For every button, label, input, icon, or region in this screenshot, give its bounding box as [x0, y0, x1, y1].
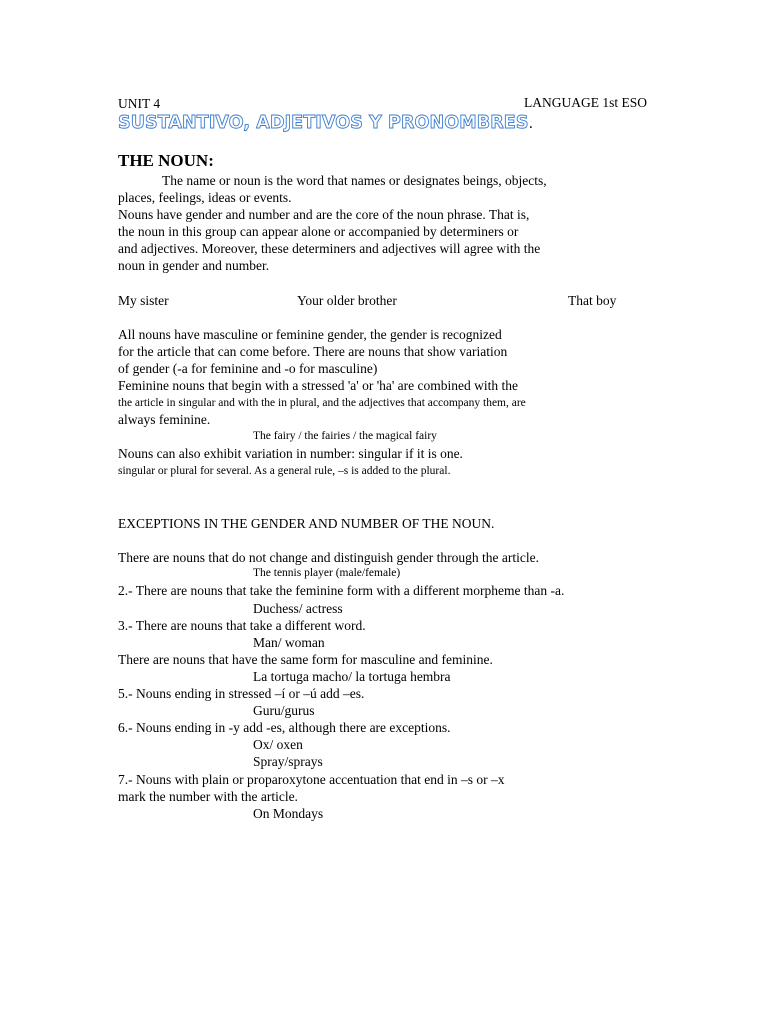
- exception-example: Duchess/ actress: [253, 601, 343, 616]
- intro-line: noun in gender and number.: [118, 258, 270, 273]
- document-title: [118, 113, 533, 133]
- exception-line: 7.- Nouns with plain or proparoxytone accentuation that end in –s or –x: [118, 772, 505, 787]
- exception-example: Ox/ oxen: [253, 737, 303, 752]
- intro-line: The name or noun is the word that names or designates beings, objects,: [162, 173, 547, 188]
- gender-example: The fairy / the fairies / the magical fairy: [253, 430, 437, 442]
- intro-line: Nouns have gender and number and are the core of the noun phrase. That is,: [118, 207, 530, 222]
- example-that-boy: That boy: [568, 293, 617, 308]
- exception-line: 2.- There are nouns that take the feminine form with a different morpheme than -a.: [118, 583, 565, 598]
- exception-line: 6.- Nouns ending in -y add -es, although there are exceptions.: [118, 720, 451, 735]
- number-line: singular or plural for several. As a general rule, –s is added to the plural.: [118, 465, 451, 477]
- exception-line: There are nouns that do not change and distinguish gender through the article.: [118, 550, 539, 565]
- gender-line: of gender (-a for feminine and -o for masculine): [118, 361, 378, 376]
- exception-line: There are nouns that have the same form for masculine and feminine.: [118, 652, 493, 667]
- section-heading-noun: THE NOUN:: [118, 151, 214, 170]
- exception-line: mark the number with the article.: [118, 789, 298, 804]
- gender-line: always feminine.: [118, 412, 211, 427]
- course-label: LANGUAGE 1st ESO: [524, 95, 647, 110]
- exception-example: On Mondays: [253, 806, 324, 821]
- example-older-brother: Your older brother: [297, 293, 397, 308]
- document-title-suffix: .: [528, 116, 534, 132]
- document-title-text: SUSTANTIVO, ADJETIVOS Y PRONOMBRES: [118, 113, 529, 133]
- exception-line: 3.- There are nouns that take a different word.: [118, 618, 366, 633]
- example-my-sister: My sister: [118, 293, 169, 308]
- exception-example: Spray/sprays: [253, 754, 323, 769]
- gender-line: the article in singular and with the in plural, and the adjectives that accompany them, are: [118, 397, 526, 409]
- exception-example: Guru/gurus: [253, 703, 315, 718]
- exception-example: La tortuga macho/ la tortuga hembra: [253, 669, 451, 684]
- section-heading-exceptions: EXCEPTIONS IN THE GENDER AND NUMBER OF THE NOUN.: [118, 516, 495, 531]
- gender-line: for the article that can come before. There are nouns that show variation: [118, 344, 508, 359]
- exception-line: 5.- Nouns ending in stressed –í or –ú add –es.: [118, 686, 365, 701]
- gender-line: Feminine nouns that begin with a stressed 'a' or 'ha' are combined with the: [118, 378, 519, 393]
- intro-line: and adjectives. Moreover, these determiners and adjectives will agree with the: [118, 241, 541, 256]
- number-line: Nouns can also exhibit variation in number: singular if it is one.: [118, 446, 463, 461]
- intro-line: places, feelings, ideas or events.: [118, 190, 292, 205]
- unit-label: UNIT 4: [118, 96, 161, 111]
- exception-example: The tennis player (male/female): [253, 567, 401, 579]
- gender-line: All nouns have masculine or feminine gender, the gender is recognized: [118, 327, 502, 342]
- exception-example: Man/ woman: [253, 635, 325, 650]
- intro-line: the noun in this group can appear alone or accompanied by determiners or: [118, 224, 519, 239]
